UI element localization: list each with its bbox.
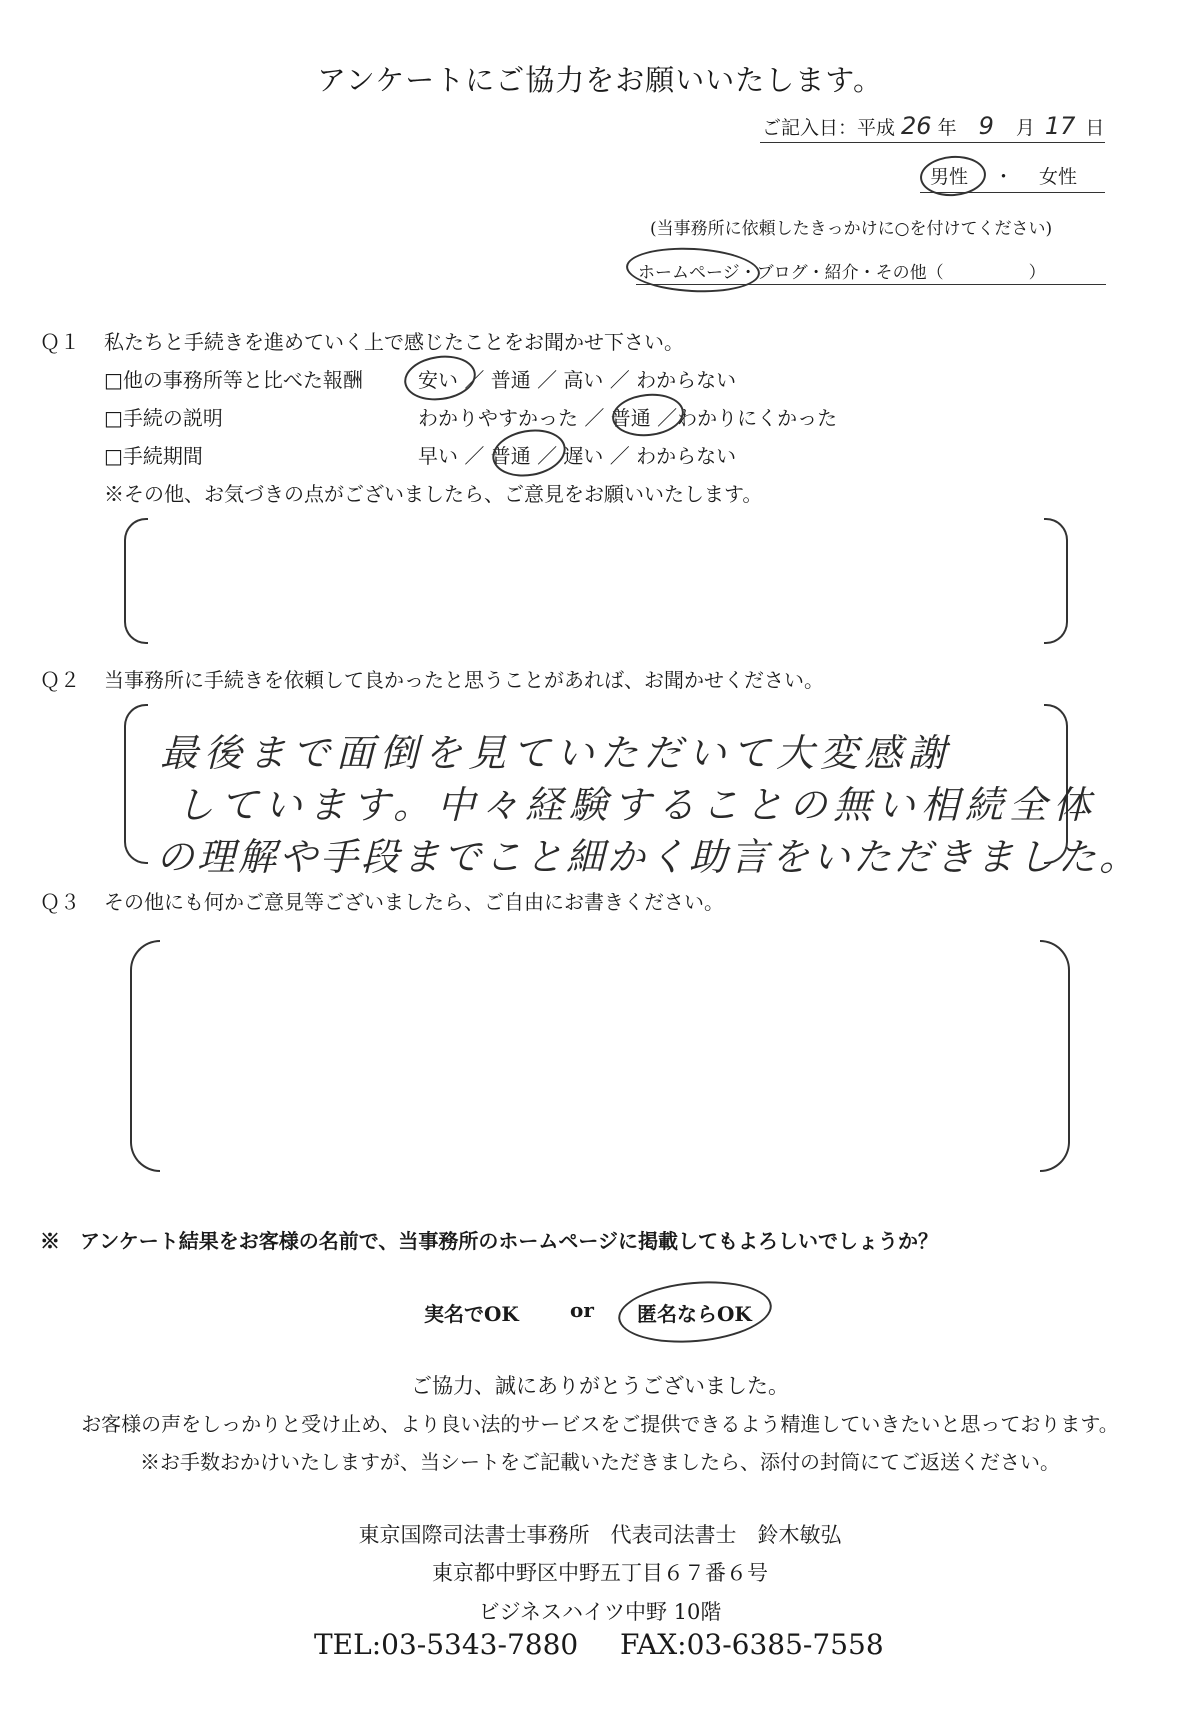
- q2-answer-bracket-left: [124, 704, 148, 864]
- publish-option-anon[interactable]: 匿名ならOK: [637, 1302, 752, 1326]
- q1-text: 私たちと手続きを進めていく上で感じたことをお聞かせ下さい。: [104, 330, 684, 354]
- q2-answer-line-3: の理解や手段までこと細かく助言をいただきました。: [156, 835, 1141, 879]
- trigger-underline: [636, 284, 1106, 285]
- date-year-unit: 年: [937, 117, 957, 139]
- date-month: 9: [978, 112, 994, 140]
- q1-row-explanation-choices[interactable]: わかりやすかった ／ 普通 ／わかりにくかった: [418, 406, 838, 430]
- q2-answer-line-1: 最後まで面倒を見ていただいて大変感謝: [160, 731, 953, 775]
- q1-row-period-label: □手続期間: [104, 444, 203, 468]
- q1-note: ※その他、お気づきの点がございましたら、ご意見をお願いいたします。: [104, 482, 763, 506]
- q2-text: 当事務所に手続きを依頼して良かったと思うことがあれば、お聞かせください。: [104, 668, 824, 692]
- date-underline: [760, 142, 1105, 143]
- date-month-unit: 月: [1015, 117, 1035, 139]
- gender-female[interactable]: 女性: [1039, 166, 1078, 188]
- trigger-options: ホームページ・ブログ・紹介・その他（ ）: [638, 263, 1046, 283]
- q2-number: Ｑ２: [40, 668, 80, 692]
- gender-sep: ・: [994, 166, 1014, 188]
- office-address-1: 東京都中野区中野五丁目６７番６号: [432, 1561, 768, 1585]
- gender-male[interactable]: 男性: [930, 166, 969, 188]
- q3-number: Ｑ３: [40, 890, 80, 914]
- q1-row-fee-label: □他の事務所等と比べた報酬: [104, 368, 363, 392]
- publish-option-real[interactable]: 実名でOK: [424, 1302, 519, 1326]
- q1-explanation-selection-circle: [610, 390, 686, 439]
- q3-answer-bracket-left: [130, 940, 160, 1172]
- gender-underline: [920, 192, 1105, 193]
- q1-period-selection-circle: [489, 424, 570, 482]
- q1-row-explanation-label: □手続の説明: [104, 406, 223, 430]
- office-tel: TEL:03-5343-7880: [314, 1628, 579, 1661]
- trigger-selection-circle: [625, 245, 761, 296]
- publish-question: ※ アンケート結果をお客様の名前で、当事務所のホームページに掲載してもよろしいでしょうか？: [40, 1229, 938, 1253]
- q1-row-period-choices[interactable]: 早い ／ 普通 ／ 遅い ／ わからない: [418, 444, 737, 468]
- page-title: アンケートにご協力をお願いいたします。: [317, 63, 883, 97]
- publish-selection-circle: [616, 1275, 775, 1348]
- publish-or: or: [570, 1298, 594, 1322]
- date-day: 17: [1044, 112, 1076, 140]
- thanks-line-1: ご協力、誠にありがとうございました。: [411, 1374, 789, 1398]
- office-fax: FAX:03-6385-7558: [620, 1628, 884, 1661]
- q3-answer-bracket-right: [1040, 940, 1070, 1172]
- trigger-prompt: (当事務所に依頼したきっかけに○を付けてください): [650, 219, 1053, 239]
- q1-number: Ｑ１: [40, 330, 80, 354]
- office-address-2: ビジネスハイツ中野 10階: [478, 1600, 722, 1624]
- q1-row-fee-choices[interactable]: 安い ／ 普通 ／ 高い ／ わからない: [418, 368, 737, 392]
- q1-answer-bracket-right: [1044, 518, 1068, 644]
- date-day-unit: 日: [1085, 117, 1105, 139]
- date-line: [762, 112, 1104, 140]
- date-label: ご記入日：平成: [762, 117, 896, 139]
- q1-fee-selection-circle: [401, 351, 478, 405]
- office-name: 東京国際司法書士事務所 代表司法書士 鈴木敏弘: [358, 1523, 842, 1547]
- date-year: 26: [901, 112, 932, 140]
- thanks-line-2: お客様の声をしっかりと受け止め、より良い法的サービスをご提供できるよう精進していきたいと思っております。: [81, 1412, 1119, 1436]
- q3-text: その他にも何かご意見等ございましたら、ご自由にお書きください。: [104, 890, 724, 914]
- q1-answer-bracket-left: [124, 518, 148, 644]
- thanks-line-3: ※お手数おかけいたしますが、当シートをご記載いただきましたら、添付の封筒にてご返送ください。: [140, 1450, 1060, 1474]
- q2-answer-line-2: しています。中々経験することの無い相続全体: [176, 783, 1097, 827]
